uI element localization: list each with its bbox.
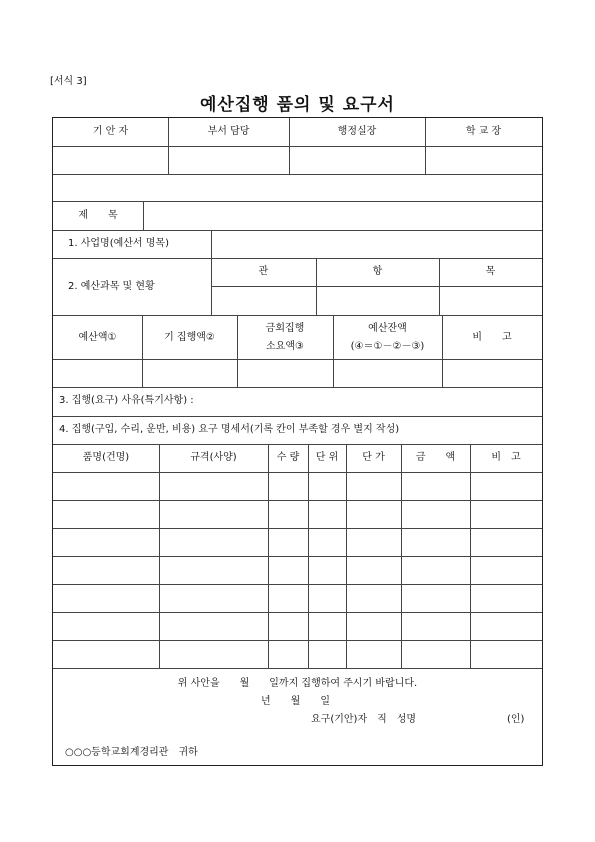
rule: [53, 640, 542, 641]
rule: [346, 444, 347, 668]
reason-label: 3. 집행(요구) 사유(특기사항) :: [59, 395, 194, 406]
rule: [53, 230, 542, 231]
budget-col-hang: 항: [372, 266, 383, 277]
rule: [53, 668, 542, 669]
rule: [53, 387, 542, 388]
current-amount-header-line2: 소요액③: [266, 341, 304, 352]
spec-label: 4. 집행(구입, 수리, 운반, 비용) 요구 명세서(기록 칸이 부족할 경우 별지 작성): [59, 424, 400, 435]
rule: [470, 444, 471, 668]
rule: [53, 528, 542, 529]
item-header-amount: 금 액: [415, 452, 456, 463]
request-form: [52, 117, 543, 766]
current-amount-header-line1: 금회집행: [265, 323, 305, 334]
item-header-remarks: 비 고: [491, 452, 521, 463]
budget-col-mok: 목: [485, 266, 496, 277]
rule: [159, 444, 160, 668]
rule: [53, 416, 542, 417]
approval-header-drafter: 기 안 자: [92, 126, 129, 137]
budget-col-gwan: 관: [258, 266, 269, 277]
addressee: ○○○등학교회계경리관 귀하: [65, 747, 198, 758]
rule: [53, 500, 542, 501]
rule: [53, 472, 542, 473]
rule: [268, 444, 269, 668]
balance-header-line2: (④＝①－②－③): [350, 341, 425, 352]
rule: [53, 359, 542, 360]
item-header-unit-price: 단 가: [362, 452, 385, 463]
item-header-name: 품명(건명): [82, 452, 130, 463]
item-header-qty: 수 량: [276, 452, 300, 463]
item-header-unit: 단 위: [315, 452, 339, 463]
date-line: 년 월 일: [261, 696, 330, 707]
rule: [53, 584, 542, 585]
request-sentence: 위 사안을 월 일까지 집행하여 주시기 바랍니다.: [177, 678, 418, 689]
rule: [211, 286, 542, 287]
rule: [142, 315, 143, 387]
rule: [53, 315, 542, 316]
rule: [308, 444, 309, 668]
subject-label: 제 목: [78, 210, 118, 221]
balance-header-line1: 예산잔액: [368, 323, 407, 334]
approval-header-principal: 학 교 장: [465, 126, 502, 137]
rule: [53, 612, 542, 613]
item-header-spec: 규격(사양): [190, 452, 237, 463]
budget-item-label: 2. 예산과목 및 현황: [68, 281, 155, 292]
rule: [401, 444, 402, 668]
rule: [442, 315, 443, 387]
rule: [53, 444, 542, 445]
approval-header-dept: 부서 담당: [207, 126, 250, 137]
approval-header-admin-chief: 행정실장: [337, 126, 377, 137]
rule: [53, 174, 542, 175]
rule: [53, 201, 542, 202]
executed-amount-header: 기 집행액②: [164, 332, 215, 343]
page-title: 예산집행 품의 및 요구서: [200, 95, 395, 115]
project-name-label: 1. 사업명(예산서 명목): [68, 238, 169, 249]
rule: [53, 556, 542, 557]
budget-amount-header: 예산액①: [78, 332, 117, 343]
seal-mark: (인): [507, 714, 525, 725]
rule: [53, 258, 542, 259]
remarks-header: 비 고: [472, 332, 512, 343]
rule: [53, 146, 542, 147]
signer-line: 요구(기안)자 직 성명: [311, 714, 417, 725]
rule: [143, 201, 144, 230]
form-code: [서식 3]: [50, 76, 87, 87]
